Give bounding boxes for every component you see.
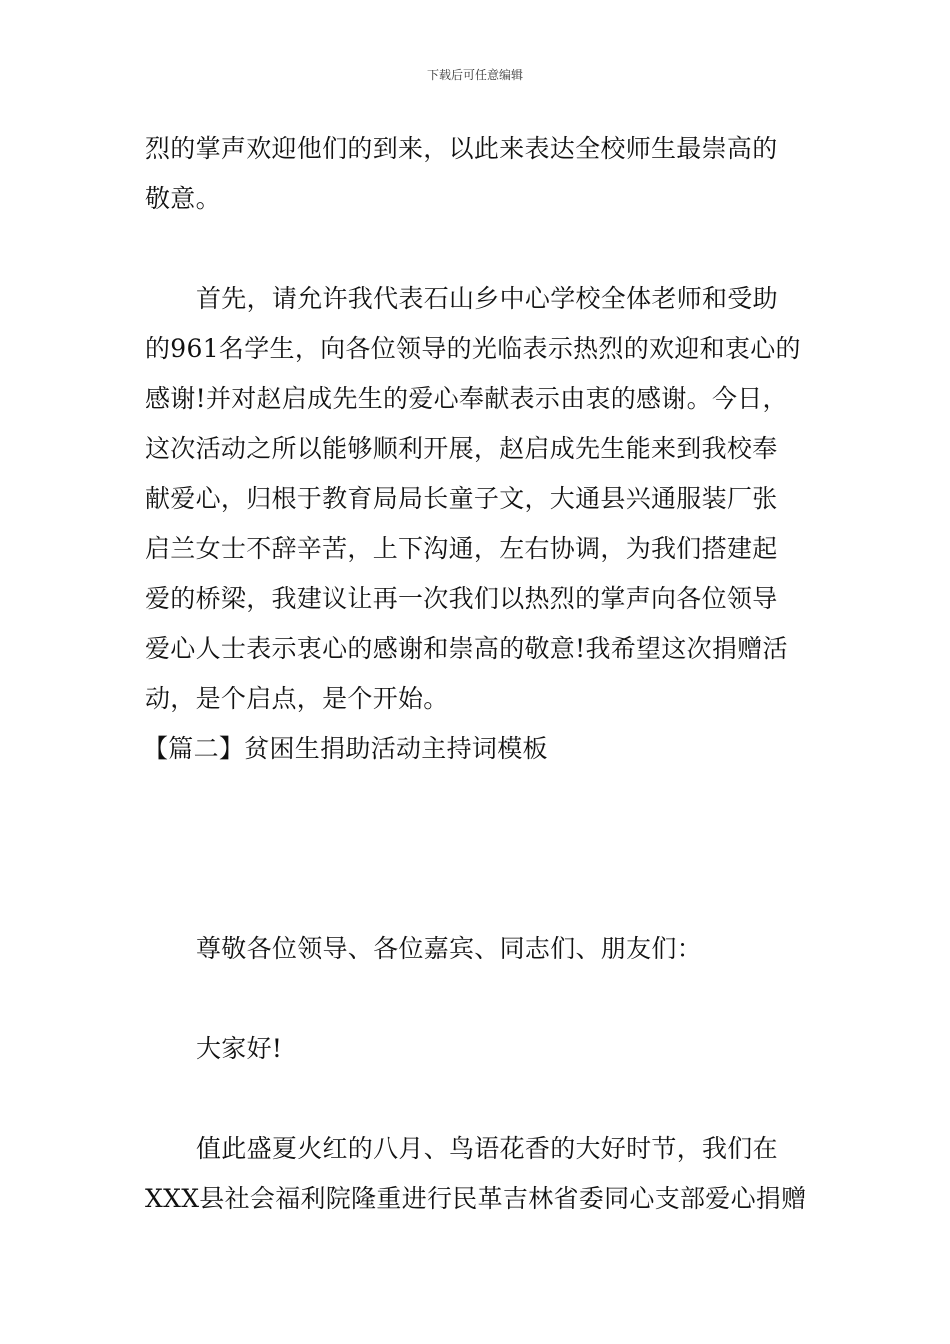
body-line: 感谢!并对赵启成先生的爱心奉献表示由衷的感谢。今日， [145,384,788,413]
greeting-line: 大家好! [196,1034,283,1063]
body-line: 爱心人士表示衷心的感谢和崇高的敬意!我希望这次捐赠活 [145,634,788,663]
body-line: 首先，请允许我代表石山乡中心学校全体老师和受助 [196,284,778,313]
body-line: 动，是个启点，是个开始。 [145,684,449,713]
salutation-line: 尊敬各位领导、各位嘉宾、同志们、朋友们： [196,934,703,963]
body-line: 值此盛夏火红的八月、鸟语花香的大好时节，我们在 [196,1134,778,1163]
section-heading: 【篇二】贫困生捐助活动主持词模板 [143,734,548,763]
page-header: 下载后可任意编辑 [426,68,523,82]
body-line: 这次活动之所以能够顺利开展，赵启成先生能来到我校奉 [145,434,778,463]
body-line: 的961名学生，向各位领导的光临表示热烈的欢迎和衷心的 [145,334,801,363]
body-line: 烈的掌声欢迎他们的到来，以此来表达全校师生最崇高的 [145,134,778,163]
body-line: XXX县社会福利院隆重进行民革吉林省委同心支部爱心捐赠 [145,1184,807,1213]
body-line: 爱的桥梁，我建议让再一次我们以热烈的掌声向各位领导 [145,584,778,613]
body-line: 献爱心，归根于教育局局长童子文，大通县兴通服装厂张 [145,484,778,513]
body-line: 敬意。 [145,184,221,213]
body-line: 启兰女士不辞辛苦，上下沟通，左右协调，为我们搭建起 [145,534,778,563]
